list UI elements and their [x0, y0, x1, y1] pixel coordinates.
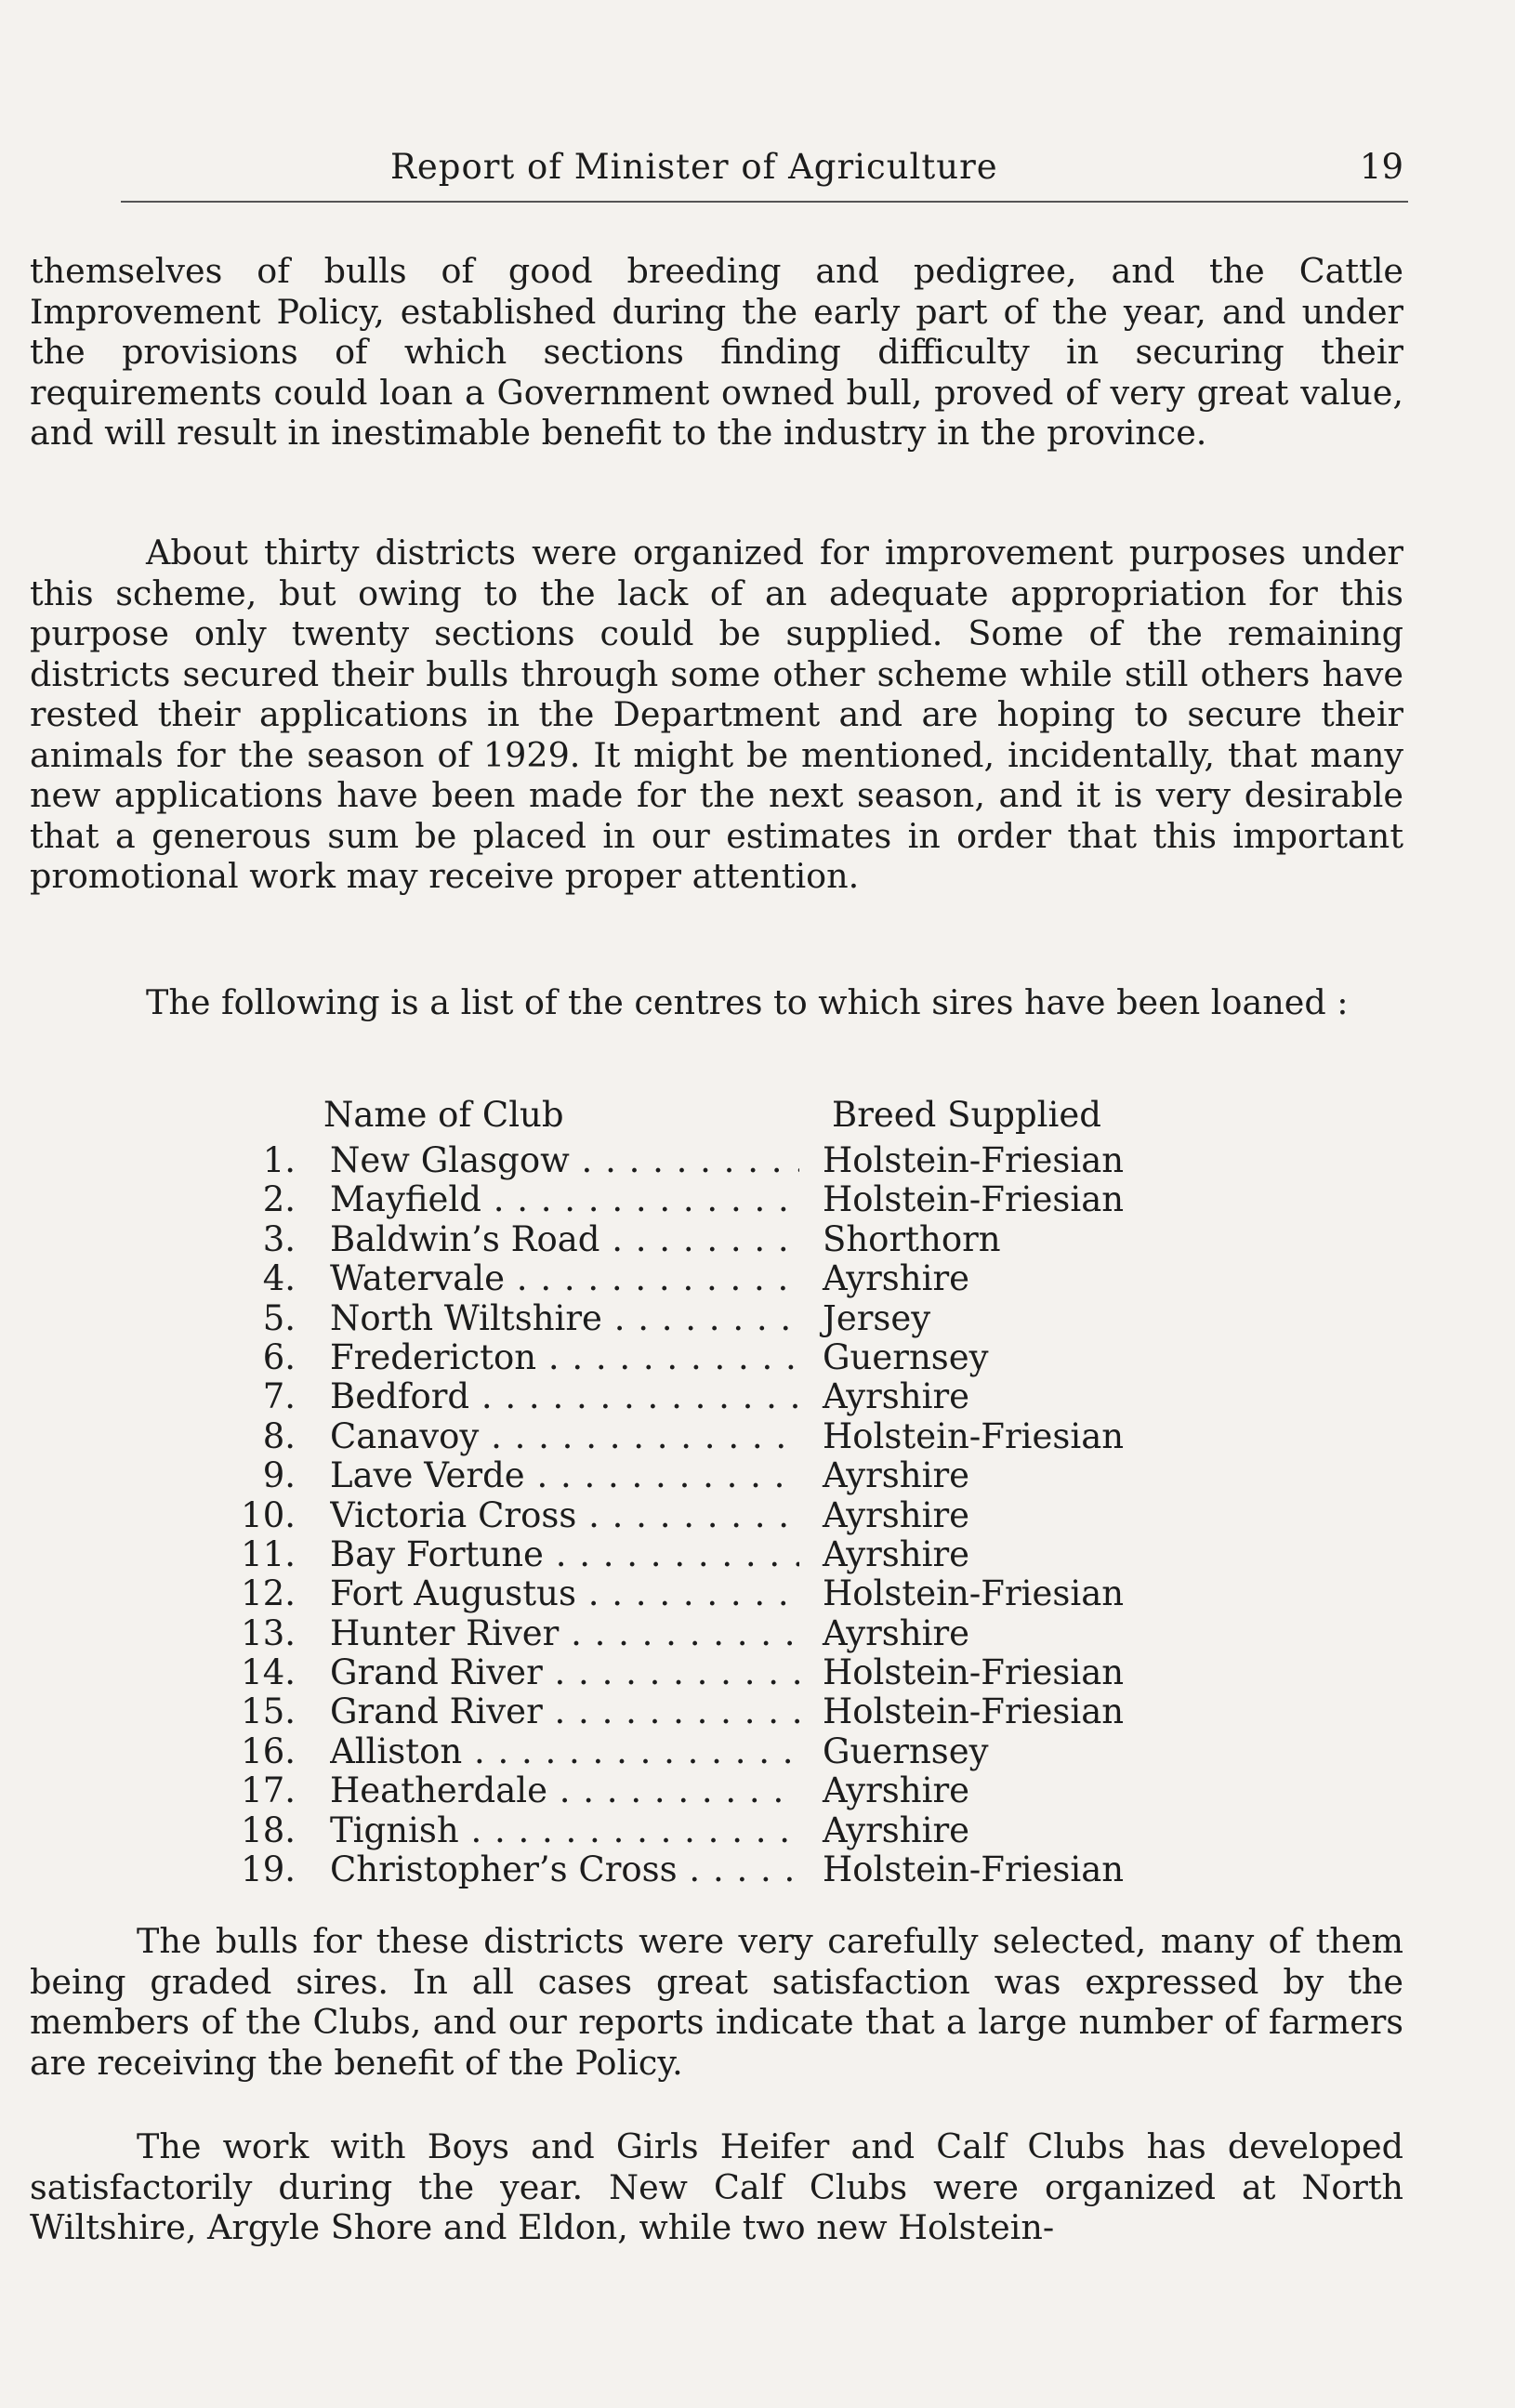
row-number: 4.: [262, 1258, 296, 1299]
breed-supplied: Holstein-Friesian: [823, 1140, 1125, 1180]
breed-supplied: Shorthorn: [823, 1218, 1001, 1259]
table-row: [223, 1180, 1190, 1219]
row-number: 3.: [262, 1218, 296, 1259]
paragraph-1: themselves of bulls of good breeding and pedigree, and the Cattle Improvement Policy, established during the early part of the year, and under the provisions of which sections finding difficulty in securing their requirements could loan a Government owned bull, proved of very great value, and will result in inestimable benefit to the industry in the province.: [30, 251, 1403, 453]
row-number: 1.: [262, 1140, 296, 1180]
club-name: Grand River . . .: [330, 1692, 799, 1731]
table-row: [223, 1259, 1190, 1298]
club-table-header: [223, 1095, 1190, 1141]
column-header-breed: Breed Supplied: [832, 1095, 1101, 1135]
breed-supplied: Ayrshire: [823, 1258, 970, 1299]
club-table: [223, 1095, 1190, 1889]
club-name: Heatherdale . . .: [330, 1771, 799, 1810]
paragraph-4: The bulls for these districts were very carefully selected, many of them being graded sires. In all cases great satisfaction was expressed by the members of the Clubs, and our reports indicate that a large number of farmers are receiving the benefit of the Policy.: [30, 1921, 1403, 2083]
row-number: 2.: [262, 1179, 296, 1220]
breed-supplied: Holstein-Friesian: [823, 1179, 1125, 1220]
table-row: [223, 1299, 1190, 1338]
row-number: 17.: [241, 1770, 296, 1811]
table-row: [223, 1338, 1190, 1377]
breed-supplied: Ayrshire: [823, 1376, 970, 1417]
column-header-name: Name of Club: [323, 1095, 564, 1135]
club-name: Tignish . . .: [330, 1811, 799, 1850]
club-name: Mayfield . . .: [330, 1180, 799, 1219]
row-number: 6.: [262, 1336, 296, 1377]
breed-supplied: Guernsey: [823, 1730, 989, 1771]
table-row: [223, 1574, 1190, 1613]
paragraph-3: The following is a list of the centres to which sires have been loaned :: [146, 982, 1349, 1022]
table-row: [223, 1653, 1190, 1692]
club-name: Baldwin’s Road . . .: [330, 1220, 799, 1259]
row-number: 14.: [241, 1652, 296, 1693]
row-number: 13.: [241, 1612, 296, 1653]
row-number: 10.: [241, 1494, 296, 1535]
breed-supplied: Ayrshire: [823, 1494, 970, 1535]
club-name: Bedford . . .: [330, 1377, 799, 1416]
table-row: [223, 1456, 1190, 1495]
breed-supplied: Ayrshire: [823, 1770, 970, 1811]
header-rule: [121, 201, 1408, 203]
row-number: 5.: [262, 1297, 296, 1338]
table-row: [223, 1496, 1190, 1535]
row-number: 15.: [241, 1691, 296, 1732]
breed-supplied: Holstein-Friesian: [823, 1415, 1125, 1456]
row-number: 16.: [241, 1730, 296, 1771]
breed-supplied: Holstein-Friesian: [823, 1573, 1125, 1614]
breed-supplied: Guernsey: [823, 1336, 989, 1377]
club-name: Fort Augustus . . .: [330, 1574, 799, 1613]
table-row: [223, 1692, 1190, 1731]
breed-supplied: Ayrshire: [823, 1455, 970, 1496]
table-row: [223, 1141, 1190, 1180]
club-name: Watervale . . .: [330, 1259, 799, 1298]
club-name: Grand River . . .: [330, 1653, 799, 1692]
breed-supplied: Ayrshire: [823, 1533, 970, 1574]
club-name: Canavoy . . .: [330, 1417, 799, 1456]
paragraph-2: About thirty districts were organized for improvement purposes under this scheme, but owing to the lack of an adequate appropriation for this purpose only twenty sections could be supplied. Some of the remaining districts secured their bulls through some other scheme while still others have rested their applications in the Department and are hoping to secure their animals for the season of 1929. It might be mentioned, incidentally, that many new applications have been made for the next season, and it is very desirable that a generous sum be placed in our estimates in order that this important promotional work may receive proper attention.: [30, 533, 1403, 896]
row-number: 18.: [241, 1809, 296, 1850]
table-row: [223, 1377, 1190, 1416]
club-name: New Glasgow . . .: [330, 1141, 799, 1180]
breed-supplied: Holstein-Friesian: [823, 1691, 1125, 1732]
breed-supplied: Holstein-Friesian: [823, 1849, 1125, 1890]
club-name: Christopher’s Cross . . .: [330, 1850, 799, 1889]
club-name: Hunter River . . .: [330, 1614, 799, 1653]
row-number: 9.: [262, 1455, 296, 1496]
breed-supplied: Ayrshire: [823, 1612, 970, 1653]
table-row: [223, 1732, 1190, 1771]
table-row: [223, 1535, 1190, 1574]
page-number: 19: [1359, 147, 1403, 187]
running-title: Report of Minister of Agriculture: [390, 147, 998, 187]
row-number: 7.: [262, 1376, 296, 1417]
page-header: [93, 147, 1403, 203]
club-name: Alliston . . .: [330, 1732, 799, 1771]
club-name: Fredericton . . .: [330, 1338, 799, 1377]
table-row: [223, 1850, 1190, 1889]
club-name: Lave Verde . . .: [330, 1456, 799, 1495]
breed-supplied: Jersey: [823, 1297, 931, 1338]
paragraph-5: The work with Boys and Girls Heifer and Calf Clubs has developed satisfactorily during the year. New Calf Clubs were organized at North Wiltshire, Argyle Shore and Eldon, while two new Holstein-: [30, 2126, 1403, 2247]
table-row: [223, 1811, 1190, 1850]
club-name: North Wiltshire . . .: [330, 1299, 799, 1338]
table-row: [223, 1771, 1190, 1810]
club-name: Victoria Cross . . .: [330, 1496, 799, 1535]
row-number: 8.: [262, 1415, 296, 1456]
table-row: [223, 1220, 1190, 1259]
club-name: Bay Fortune . . .: [330, 1535, 799, 1574]
row-number: 12.: [241, 1573, 296, 1614]
row-number: 11.: [241, 1533, 296, 1574]
table-row: [223, 1614, 1190, 1653]
breed-supplied: Holstein-Friesian: [823, 1652, 1125, 1693]
table-row: [223, 1417, 1190, 1456]
breed-supplied: Ayrshire: [823, 1809, 970, 1850]
row-number: 19.: [241, 1849, 296, 1890]
